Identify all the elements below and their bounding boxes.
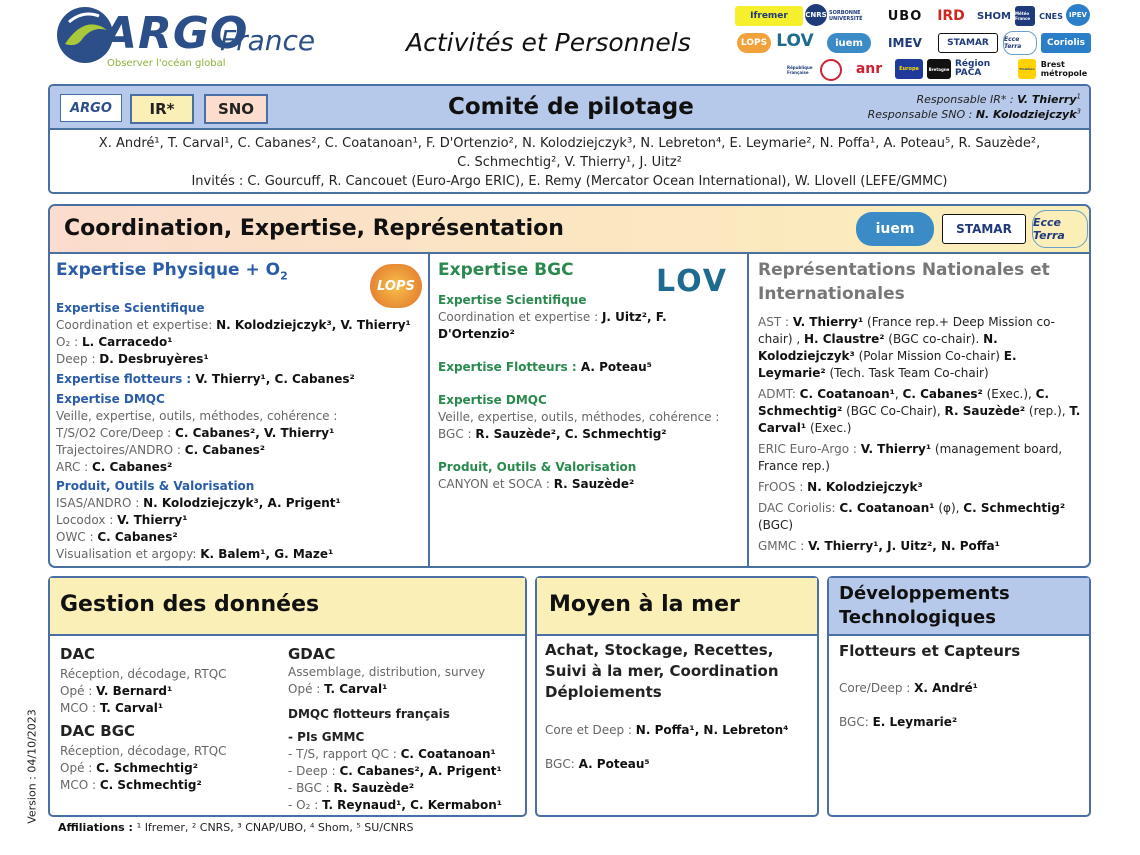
pilotage-box (48, 84, 1091, 194)
header (0, 0, 1140, 84)
version-label: Version : 04/10/2023 (25, 709, 39, 824)
pis-title: - PIs GMMC (288, 730, 365, 744)
phys-prod-visu: Visualisation et argopy: K. Balem¹, G. Maze¹ (56, 547, 334, 562)
dac-title: DAC (60, 645, 96, 663)
phys-dmqc-traj: Trajectoires/ANDRO : C. Cabanes² (56, 443, 265, 458)
meteo-logo: Météo France (1015, 6, 1035, 26)
page-title: Activités et Personnels (406, 28, 691, 57)
dev-title: Développements Technologiques (839, 583, 1010, 628)
logo-argo-text: ARGO (103, 8, 249, 59)
paca-logo: Région PACA (955, 59, 991, 78)
lops-logo-small: LOPS (737, 33, 771, 53)
pilotage-argo-logo: ARGO (60, 94, 122, 122)
phys-dmqc-title: Expertise DMQC (56, 392, 165, 407)
phys-sci-title: Expertise Scientifique (56, 301, 205, 316)
members-line-1: X. André¹, T. Carval¹, C. Cabanes², C. Coatanoan¹, F. D'Ortenzio², N. Kolodziejczyk³, N. Lebreton⁴, E. Leymarie², N. Poffa¹, A. Poteau⁵, R. Sauzède², (98, 136, 1041, 151)
dac-ope: Opé : V. Bernard¹ (60, 684, 173, 698)
stamar-logo: STAMAR (942, 214, 1026, 244)
rep-dac: DAC Coriolis: C. Coatanoan¹ (φ), C. Schmechtig² (BGC) (758, 501, 1066, 532)
bgc-dmqc-veille: Veille, expertise, outils, méthodes, cohérence : (438, 410, 720, 424)
ifremer-logo: Ifremer (735, 6, 803, 26)
phys-float: Expertise flotteurs : V. Thierry¹, C. Cabanes² (56, 372, 355, 387)
mer-bgc: BGC: A. Poteau⁵ (545, 757, 650, 771)
cnes-logo: CNES (1039, 11, 1063, 21)
europe-logo: Europe (895, 59, 923, 79)
dmqc-bgc: - BGC : R. Sauzède² (288, 781, 415, 795)
bgc-sci-title: Expertise Scientifique (438, 293, 587, 307)
bgc-dmqc-names: BGC : R. Sauzède², C. Schmechtig² (438, 427, 667, 441)
column-divider-2 (747, 254, 749, 568)
shom-logo: SHOM (976, 10, 1012, 22)
phys-o2: O₂ : L. Carracedo¹ (56, 335, 173, 350)
phys-prod-isas: ISAS/ANDRO : N. Kolodziejczyk³, A. Prigent¹ (56, 496, 341, 511)
lops-logo: LOPS (370, 264, 422, 308)
rep-admt: ADMT: C. Coatanoan¹, C. Cabanes² (Exec.), C. Schmechtig² (BGC Co-Chair), R. Sauzède² (rep.), T. Carval¹ (Exec.) (758, 387, 1081, 435)
bgc-dmqc-title: Expertise DMQC (438, 393, 547, 407)
rep-froos: FrOOS : N. Kolodziejczyk³ (758, 480, 923, 494)
sno-badge: SNO (204, 94, 268, 124)
stamar-logo-small: STAMAR (938, 33, 998, 53)
lov-logo-small: LOV (776, 31, 814, 51)
imev-logo: IMEV (888, 36, 922, 50)
bgc-sci: Coordination et expertise : J. Uitz², F. D'Ortenzio² (438, 310, 667, 341)
rep-gmmc: GMMC : V. Thierry¹, J. Uitz², N. Poffa¹ (758, 539, 1000, 553)
ird-logo: IRD (937, 8, 965, 24)
phys-dmqc-arc: ARC : C. Cabanes² (56, 460, 173, 475)
gdac-ope: Opé : T. Carval¹ (288, 682, 388, 696)
sorbonne-logo: SORBONNE UNIVERSITÉ (829, 10, 863, 22)
gestion-left (60, 644, 280, 794)
dev-core: Core/Deep : X. André¹ (839, 681, 978, 695)
ecceterra-logo: Ecce Terra (1032, 210, 1088, 248)
representations (758, 258, 1084, 555)
resp-ir-name: V. Thierry (1017, 93, 1077, 106)
dev-bgc: BGC: E. Leymarie² (839, 715, 958, 729)
mer-box (535, 576, 819, 817)
gdac-desc: Assemblage, distribution, survey (288, 665, 486, 679)
dev-subtitle: Flotteurs et Capteurs (839, 642, 1021, 660)
phys-sci-coord: Coordination et expertise: N. Kolodziejczyk³, V. Thierry¹ (56, 318, 411, 333)
expertise-physique (56, 258, 424, 563)
dmqc-fr-title: DMQC flotteurs français (288, 707, 450, 721)
bgc-prod: CANYON et SOCA : R. Sauzède² (438, 477, 635, 491)
gestion-title: Gestion des données (60, 592, 320, 617)
ipev-logo: IPEV (1066, 4, 1090, 26)
expertise-bgc (438, 258, 742, 493)
dac-desc: Réception, décodage, RTQC (60, 667, 227, 681)
coordination-box (48, 204, 1091, 568)
anr-logo: anr (855, 61, 883, 77)
rep-eric: ERIC Euro-Argo : V. Thierry¹ (management board, France rep.) (758, 442, 1063, 473)
affiliations: Affiliations : ¹ Ifremer, ² CNRS, ³ CNAP/UBO, ⁴ Shom, ⁵ SU/CNRS (58, 821, 414, 834)
iuem-logo: iuem (856, 212, 934, 246)
dmqc-ts: - T/S, rapport QC : C. Coatanoan¹ (288, 747, 496, 761)
ubo-logo: UBO (887, 8, 923, 24)
phys-prod-locodox: Locodox : V. Thierry¹ (56, 513, 188, 528)
argo-logo (55, 4, 325, 72)
resp-ir: Responsable IR* : V. Thierry$^1$ Responsable SNO : N. Kolodziejczyk$^3$ (867, 92, 1081, 121)
lov-logo: LOV (656, 263, 728, 299)
mer-title: Moyen à la mer (549, 592, 740, 617)
dev-box (827, 576, 1091, 817)
finistere-logo: Finistère (1018, 59, 1036, 79)
phys-prod-title: Produit, Outils & Valorisation (56, 479, 255, 494)
iuem-logo-small: iuem (827, 33, 871, 53)
dmqc-deep: - Deep : C. Cabanes², A. Prigent¹ (288, 764, 502, 778)
resp-sno-name: N. Kolodziejczyk (975, 108, 1077, 121)
logo-france-text: France (220, 24, 316, 57)
dmqc-o2: - O₂ : T. Reynaud¹, C. Kermabon¹ (288, 798, 503, 812)
bretagne-logo: Bretagne (927, 59, 951, 79)
pilotage-title: Comité de pilotage (448, 94, 694, 120)
dacbgc-title: DAC BGC (60, 722, 136, 740)
brest-logo: Brest métropole (1040, 60, 1088, 78)
guests-line: Invités : C. Gourcuff, R. Cancouet (Euro-Argo ERIC), E. Remy (Mercator Ocean International), W. Llovell (LEFE/GMMC) (191, 174, 948, 189)
rep-ast: AST : V. Thierry¹ (France rep.+ Deep Mission co-chair) , H. Claustre² (BGC co-chair). N. Kolodziejczyk³ (Polar Mission Co-chair) E. Leymarie² (Tech. Task Team Co-chair) (758, 315, 1055, 380)
pilotage-members (50, 134, 1089, 191)
phys-dmqc-veille: Veille, expertise, outils, méthodes, cohérence : (56, 409, 338, 424)
column-divider-1 (428, 254, 430, 568)
phys-dmqc-core: T/S/O2 Core/Deep : C. Cabanes², V. Thierry¹ (56, 426, 335, 441)
partner-logos (735, 4, 1095, 82)
dacbgc-mco: MCO : C. Schmechtig² (60, 778, 202, 792)
coriolis-logo: Coriolis (1041, 33, 1091, 53)
mer-subtitle: Achat, Stockage, Recettes, Suivi à la mer, Coordination Déploiements (545, 641, 779, 701)
mer-core: Core et Deep : N. Poffa¹, N. Lebreton⁴ (545, 723, 789, 737)
rep-title: Représentations Nationales et Internationales (758, 260, 1050, 304)
dacbgc-ope: Opé : C. Schmechtig² (60, 761, 198, 775)
dac-mco: MCO : T. Carval¹ (60, 701, 164, 715)
cnrs-logo: CNRS (805, 4, 827, 26)
ecceterra-logo-small: Ecce Terra (1003, 31, 1037, 55)
members-line-2: C. Schmechtig², V. Thierry¹, J. Uitz² (457, 155, 682, 170)
bgc-prod-title: Produit, Outils & Valorisation (438, 460, 637, 474)
phys-title: Expertise Physique + $O_2$ (56, 260, 288, 283)
bgc-title: Expertise BGC (438, 260, 574, 280)
bgc-float: Expertise Flotteurs : A. Poteau⁵ (438, 360, 652, 374)
circle-logo (820, 59, 842, 81)
phys-prod-owc: OWC : C. Cabanes² (56, 530, 178, 545)
rf-logo: République Française (787, 65, 813, 75)
coordination-title: Coordination, Expertise, Représentation (64, 216, 564, 241)
gestion-box (48, 576, 527, 817)
phys-deep: Deep : D. Desbruyères¹ (56, 352, 209, 367)
logo-tagline: Observer l'océan global (107, 58, 226, 69)
ir-badge: IR* (130, 94, 194, 124)
gestion-right (288, 644, 522, 814)
dacbgc-desc: Réception, décodage, RTQC (60, 744, 227, 758)
gdac-title: GDAC (288, 645, 336, 663)
